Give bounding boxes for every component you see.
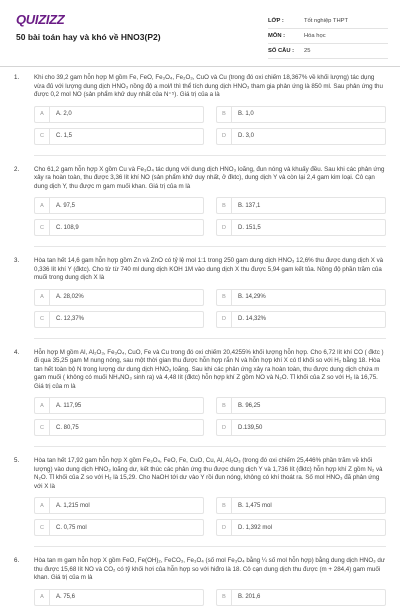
- answer-option-a[interactable]: [34, 289, 204, 306]
- answer-options: [34, 197, 386, 236]
- header-divider: [0, 66, 400, 67]
- answer-option-c[interactable]: [34, 128, 204, 145]
- answer-options: [34, 106, 386, 145]
- option-text: A. 2,0: [56, 111, 72, 117]
- answer-options: [34, 589, 386, 606]
- answer-option-b[interactable]: [216, 289, 386, 306]
- option-text: C. 1,5: [56, 133, 73, 139]
- option-text: D. 14,32%: [238, 316, 267, 322]
- answer-option-c[interactable]: [34, 311, 204, 328]
- option-text: A. 28,02%: [56, 294, 84, 300]
- meta-row-count: [268, 44, 388, 59]
- option-letter: A: [35, 398, 50, 413]
- option-text: C. 0,75 mol: [56, 524, 87, 531]
- question-number: 2.: [14, 165, 20, 173]
- brand-logo: QUIZIZZ: [16, 12, 65, 27]
- option-letter: A: [35, 290, 50, 305]
- option-letter: D: [217, 129, 232, 144]
- question-5: [0, 457, 400, 547]
- answer-option-d[interactable]: [216, 128, 386, 145]
- meta-label: LỚP :: [268, 18, 284, 24]
- answer-option-a[interactable]: [34, 106, 204, 123]
- meta-row-subject: [268, 29, 388, 44]
- option-text: B. 1,475 mol: [238, 502, 272, 509]
- option-letter: B: [217, 290, 232, 305]
- option-letter: A: [35, 590, 50, 605]
- answer-option-a[interactable]: [34, 497, 204, 514]
- question-text: Cho 61,2 gam hỗn hợp X gồm Cu và Fe₃O₄ tác dụng với dung dịch HNO₃ loãng, đun nóng và khuấy đều. Sau khi các phản ứng xảy ra hoàn toàn, thu được 3,36 lít khí NO (sản phẩm khử duy nhất, ở đktc), dung dịch Y và còn lại 2,4 gam kim loại. Cô cạn dung dịch Y, thu được m gam muối khan. Giá trị của m là: [34, 165, 385, 190]
- option-letter: B: [217, 398, 232, 413]
- question-text: Hòa tan hết 14,6 gam hỗn hợp gồm Zn và ZnO có tỷ lệ mol 1:1 trong 250 gam dung dịch HNO₃ 12,6% thu được dung dịch X và 0,336 lít khí Y (đktc). Cho từ từ 740 ml dung dịch KOH 1M vào dung dịch X thu được 5,94 gam kết tủa. Nồng độ phần trăm của muối trong dung dịch X là: [34, 257, 384, 281]
- answer-option-d[interactable]: [216, 519, 386, 536]
- option-text: A. 75,6: [56, 594, 76, 600]
- question-6: [0, 557, 400, 606]
- question-divider: [34, 155, 386, 156]
- option-text: D. 3,0: [238, 133, 255, 139]
- answer-options: [34, 397, 386, 436]
- answer-option-b[interactable]: [216, 397, 386, 414]
- question-text: Khi cho 39,2 gam hỗn hợp M gồm Fe, FeO, Fe₃O₄, Fe₂O₃, CuO và Cu (trong đó oxi chiếm 18,367% về khối lượng) tác dụng vừa đủ với lượng dung dịch HNO₃ nồng độ a mol/l thì thể tích dung dịch HNO₃ tham gia phản ứng là 850 ml. Sau phản ứng thu được 0,2 mol NO (sản phẩm khử duy nhất của N⁺⁵). Giá trị của a là: [34, 74, 383, 98]
- question-text: Hòa tan m gam hỗn hợp X gồm FeO, Fe(OH)₂, FeCO₃, Fe₃O₄ (số mol Fe₃O₄ bằng ¼ số mol hỗn hợp) bằng dung dịch HNO₃ dư thu được 15,68 lít NO và CO₂ có tỷ khối hơi của hỗn hợp so với hiđro là 18. Cô cạn dung dịch thu được (m + 284,4) gam muối khan. Giá trị của m là: [34, 557, 385, 581]
- question-divider: [34, 546, 386, 547]
- option-letter: C: [35, 420, 50, 435]
- option-text: C. 108,9: [56, 224, 79, 231]
- question-text: Hỗn hợp M gồm Al, Al₂O₃, Fe₃O₄, CuO, Fe và Cu trong đó oxi chiếm 20,4255% khối lượng hỗn hợp. Cho 6,72 lít khí CO ( đktc ) đi qua 35,25 gam M nung nóng, sau một thời gian thu được hỗn hợp rắn N và hỗn hợp khí X có tỉ khối so với H₂ bằng 18. Hòa tan hết toàn bộ N trong lượng dư dung dịch HNO₃ loãng. Sau khi các phản ứng xảy ra hoàn toàn, thu được dung dịch chứa m gam muối ( không có muối NH₄NO₃ sinh ra) và 4,48 lít (đktc) hỗn hợp khí Z gồm NO và N₂O. Tỉ khối của Z so với H₂ là 16,75. Giá trị của m là: [34, 348, 384, 390]
- meta-value: Tốt nghiệp THPT: [304, 18, 349, 24]
- option-text: B. 1,0: [238, 111, 254, 117]
- option-text: D. 151,5: [238, 224, 261, 231]
- answer-option-c[interactable]: [34, 519, 204, 536]
- option-letter: B: [217, 198, 232, 213]
- answer-option-b[interactable]: [216, 497, 386, 514]
- answer-option-d[interactable]: [216, 311, 386, 328]
- question-3: [0, 257, 400, 339]
- option-letter: A: [35, 198, 50, 213]
- worksheet-title: 50 bài toán hay và khó về HNO3(P2): [16, 32, 161, 42]
- header: [0, 0, 400, 62]
- answer-option-a[interactable]: [34, 589, 204, 606]
- question-number: 4.: [14, 348, 20, 356]
- answer-option-d[interactable]: [216, 419, 386, 436]
- question-divider: [34, 246, 386, 247]
- question-4: [0, 349, 400, 448]
- worksheet-meta: [268, 14, 388, 59]
- question-1: [0, 74, 400, 156]
- option-letter: C: [35, 220, 50, 235]
- question-2: [0, 166, 400, 248]
- question-list: [0, 74, 400, 616]
- meta-value: Hóa học: [304, 33, 326, 39]
- option-letter: B: [217, 107, 232, 122]
- option-letter: A: [35, 498, 50, 513]
- option-letter: D: [217, 520, 232, 535]
- answer-option-a[interactable]: [34, 197, 204, 214]
- option-letter: A: [35, 107, 50, 122]
- option-text: C. 12,37%: [56, 316, 85, 322]
- answer-options: [34, 497, 386, 536]
- option-text: A. 97,5: [56, 202, 76, 209]
- answer-option-a[interactable]: [34, 397, 204, 414]
- option-letter: D: [217, 420, 232, 435]
- answer-option-c[interactable]: [34, 219, 204, 236]
- option-letter: C: [35, 312, 50, 327]
- answer-option-b[interactable]: [216, 197, 386, 214]
- answer-option-b[interactable]: [216, 106, 386, 123]
- meta-value: 25: [304, 48, 311, 54]
- option-letter: C: [35, 129, 50, 144]
- question-number: 6.: [14, 557, 20, 564]
- option-text: B. 96,25: [238, 402, 261, 409]
- meta-row-class: [268, 14, 388, 29]
- question-text: Hòa tan hết 17,92 gam hỗn hợp X gồm Fe₃O₄, FeO, Fe, CuO, Cu, Al, Al₂O₃ (trong đó oxi chiếm 25,446% phần trăm về khối lượng) vào dung dịch HNO₃ loãng dư, kết thúc các phản ứng thu được dung dịch Y và 1,736 lít (đktc) hỗn hợp khí Z gồm N₂ và N₂O. Tỉ khối của Z so với H₂ là 15,29. Cho NaOH tới dư vào Y rồi đun nóng, không có khí thoát ra. Số mol HNO₃ đã phản ứng với X là: [34, 457, 383, 490]
- option-letter: B: [217, 498, 232, 513]
- option-text: B. 137,1: [238, 202, 261, 209]
- question-number: 3.: [14, 257, 20, 264]
- option-text: B. 14,29%: [238, 294, 266, 300]
- option-text: B. 201,6: [238, 594, 261, 600]
- option-text: C. 80,75: [56, 424, 79, 431]
- question-divider: [34, 338, 386, 339]
- question-divider: [34, 446, 386, 447]
- option-text: A. 1,215 mol: [56, 502, 90, 509]
- option-letter: D: [217, 312, 232, 327]
- option-text: D.139,50: [238, 424, 263, 431]
- option-text: D. 1,392 mol: [238, 524, 273, 531]
- option-letter: B: [217, 590, 232, 605]
- option-letter: D: [217, 220, 232, 235]
- meta-label: SỐ CÂU :: [268, 48, 295, 54]
- meta-label: MÔN :: [268, 33, 286, 39]
- option-letter: C: [35, 520, 50, 535]
- answer-option-b[interactable]: [216, 589, 386, 606]
- answer-option-d[interactable]: [216, 219, 386, 236]
- option-text: A. 117,95: [56, 402, 82, 409]
- answer-option-c[interactable]: [34, 419, 204, 436]
- question-number: 1.: [14, 74, 20, 81]
- answer-options: [34, 289, 386, 328]
- question-number: 5.: [14, 457, 20, 464]
